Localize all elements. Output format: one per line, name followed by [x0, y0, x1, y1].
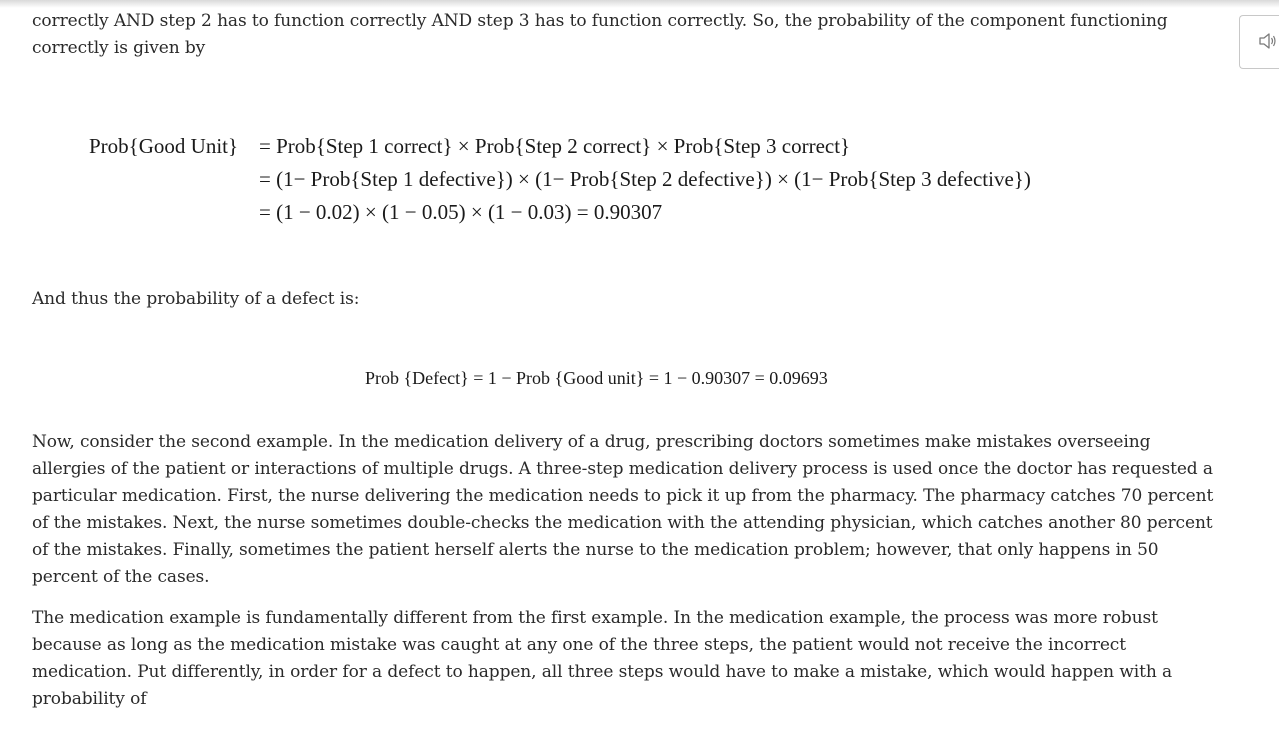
defect-equation: Prob {Defect} = 1 − Prob {Good unit} = 1 − 0.90307 = 0.09693 — [365, 368, 828, 388]
text-line: percent of the cases. — [32, 567, 210, 587]
equation-lhs: Prob{Good Unit} — [89, 134, 239, 158]
defect-intro-paragraph — [32, 286, 1212, 313]
text-line: of the mistakes. Next, the nurse sometimes double-checks the medication with the attending physician, which catches another 80 percent — [32, 513, 1213, 533]
equation-line-3: = (1 − 0.02) × (1 − 0.05) × (1 − 0.03) = 0.90307 — [259, 200, 663, 224]
equation-line-2: = (1− Prob{Step 1 defective}) × (1− Prob{Step 2 defective}) × (1− Prob{Step 3 defective}) — [259, 167, 1031, 191]
equation-line-1: = Prob{Step 1 correct} × Prob{Step 2 correct} × Prob{Step 3 correct} — [259, 134, 851, 158]
text-line: medication. Put differently, in order for a defect to happen, all three steps would have to make a mistake, which would happen with a — [32, 662, 1173, 682]
text-line: correctly is given by — [32, 38, 206, 58]
text-line: particular medication. First, the nurse delivering the medication needs to pick it up from the pharmacy. The pharmacy catches 70 percent — [32, 486, 1214, 506]
read-aloud-button[interactable] — [1239, 15, 1279, 69]
medication-example-paragraph — [32, 605, 1212, 713]
text-line: The medication example is fundamentally different from the first example. In the medication example, the process was more robust — [32, 608, 1158, 628]
text-line: allergies of the patient or interactions of multiple drugs. A three-step medication delivery process is used once the doctor has requested a — [32, 459, 1213, 479]
text-line: because as long as the medication mistake was caught at any one of the three steps, the patient would not receive the incorrect — [32, 635, 1126, 655]
text-line: And thus the probability of a defect is: — [32, 289, 360, 309]
second-example-paragraph — [32, 429, 1212, 591]
text-line: correctly AND step 2 has to function correctly AND step 3 has to function correctly. So, the probability of the component functioning — [32, 11, 1168, 31]
top-edge-shadow — [0, 0, 1279, 8]
text-line: of the mistakes. Finally, sometimes the patient herself alerts the nurse to the medication problem; however, that only happens in 50 — [32, 540, 1159, 560]
intro-paragraph — [32, 8, 1212, 62]
speaker-icon — [1258, 32, 1278, 50]
text-line: probability of — [32, 689, 147, 709]
text-line: Now, consider the second example. In the medication delivery of a drug, prescribing doctors sometimes make mistakes overseeing — [32, 432, 1151, 452]
